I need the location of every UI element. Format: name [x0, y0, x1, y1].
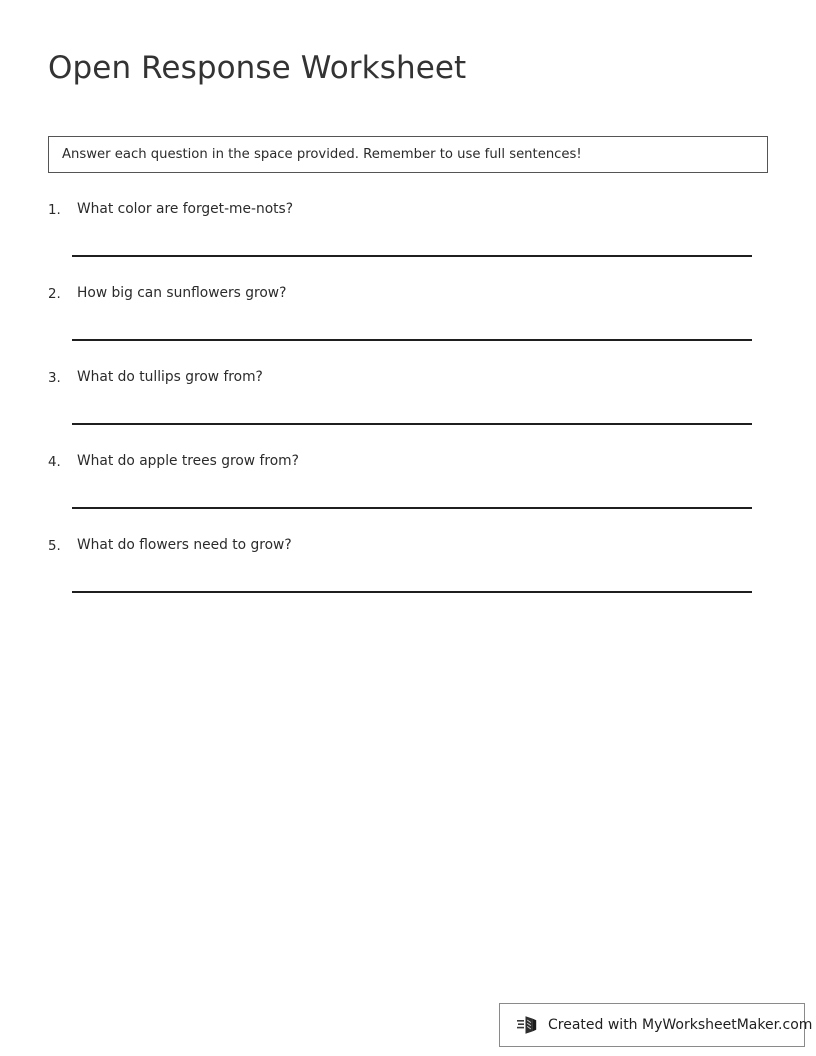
- footer-attribution-text: Created with MyWorksheetMaker.com: [548, 1017, 813, 1033]
- question-text: What color are forget-me-nots?: [77, 201, 294, 217]
- question-item: [48, 368, 768, 452]
- worksheet-maker-logo-icon: [517, 1014, 539, 1036]
- answer-line[interactable]: [72, 423, 752, 425]
- question-number: 2.: [48, 287, 61, 302]
- answer-line[interactable]: [72, 339, 752, 341]
- answer-line[interactable]: [72, 507, 752, 509]
- question-number: 4.: [48, 455, 61, 470]
- instructions-box: [48, 136, 768, 173]
- footer-attribution-badge[interactable]: [499, 1003, 813, 1047]
- question-item: [48, 536, 768, 620]
- question-number: 1.: [48, 203, 61, 218]
- question-item: [48, 452, 768, 536]
- page-title: Open Response Worksheet: [48, 50, 467, 86]
- question-item: [48, 284, 768, 368]
- answer-line[interactable]: [72, 591, 752, 593]
- question-list: [48, 200, 768, 620]
- question-item: [48, 200, 768, 284]
- answer-line[interactable]: [72, 255, 752, 257]
- question-text: What do apple trees grow from?: [77, 453, 299, 469]
- question-text: What do flowers need to grow?: [77, 537, 292, 553]
- question-text: What do tullips grow from?: [77, 369, 263, 385]
- question-text: How big can sunflowers grow?: [77, 285, 287, 301]
- instructions-text: Answer each question in the space provided. Remember to use full sentences!: [62, 146, 582, 162]
- question-number: 5.: [48, 539, 61, 554]
- question-number: 3.: [48, 371, 61, 386]
